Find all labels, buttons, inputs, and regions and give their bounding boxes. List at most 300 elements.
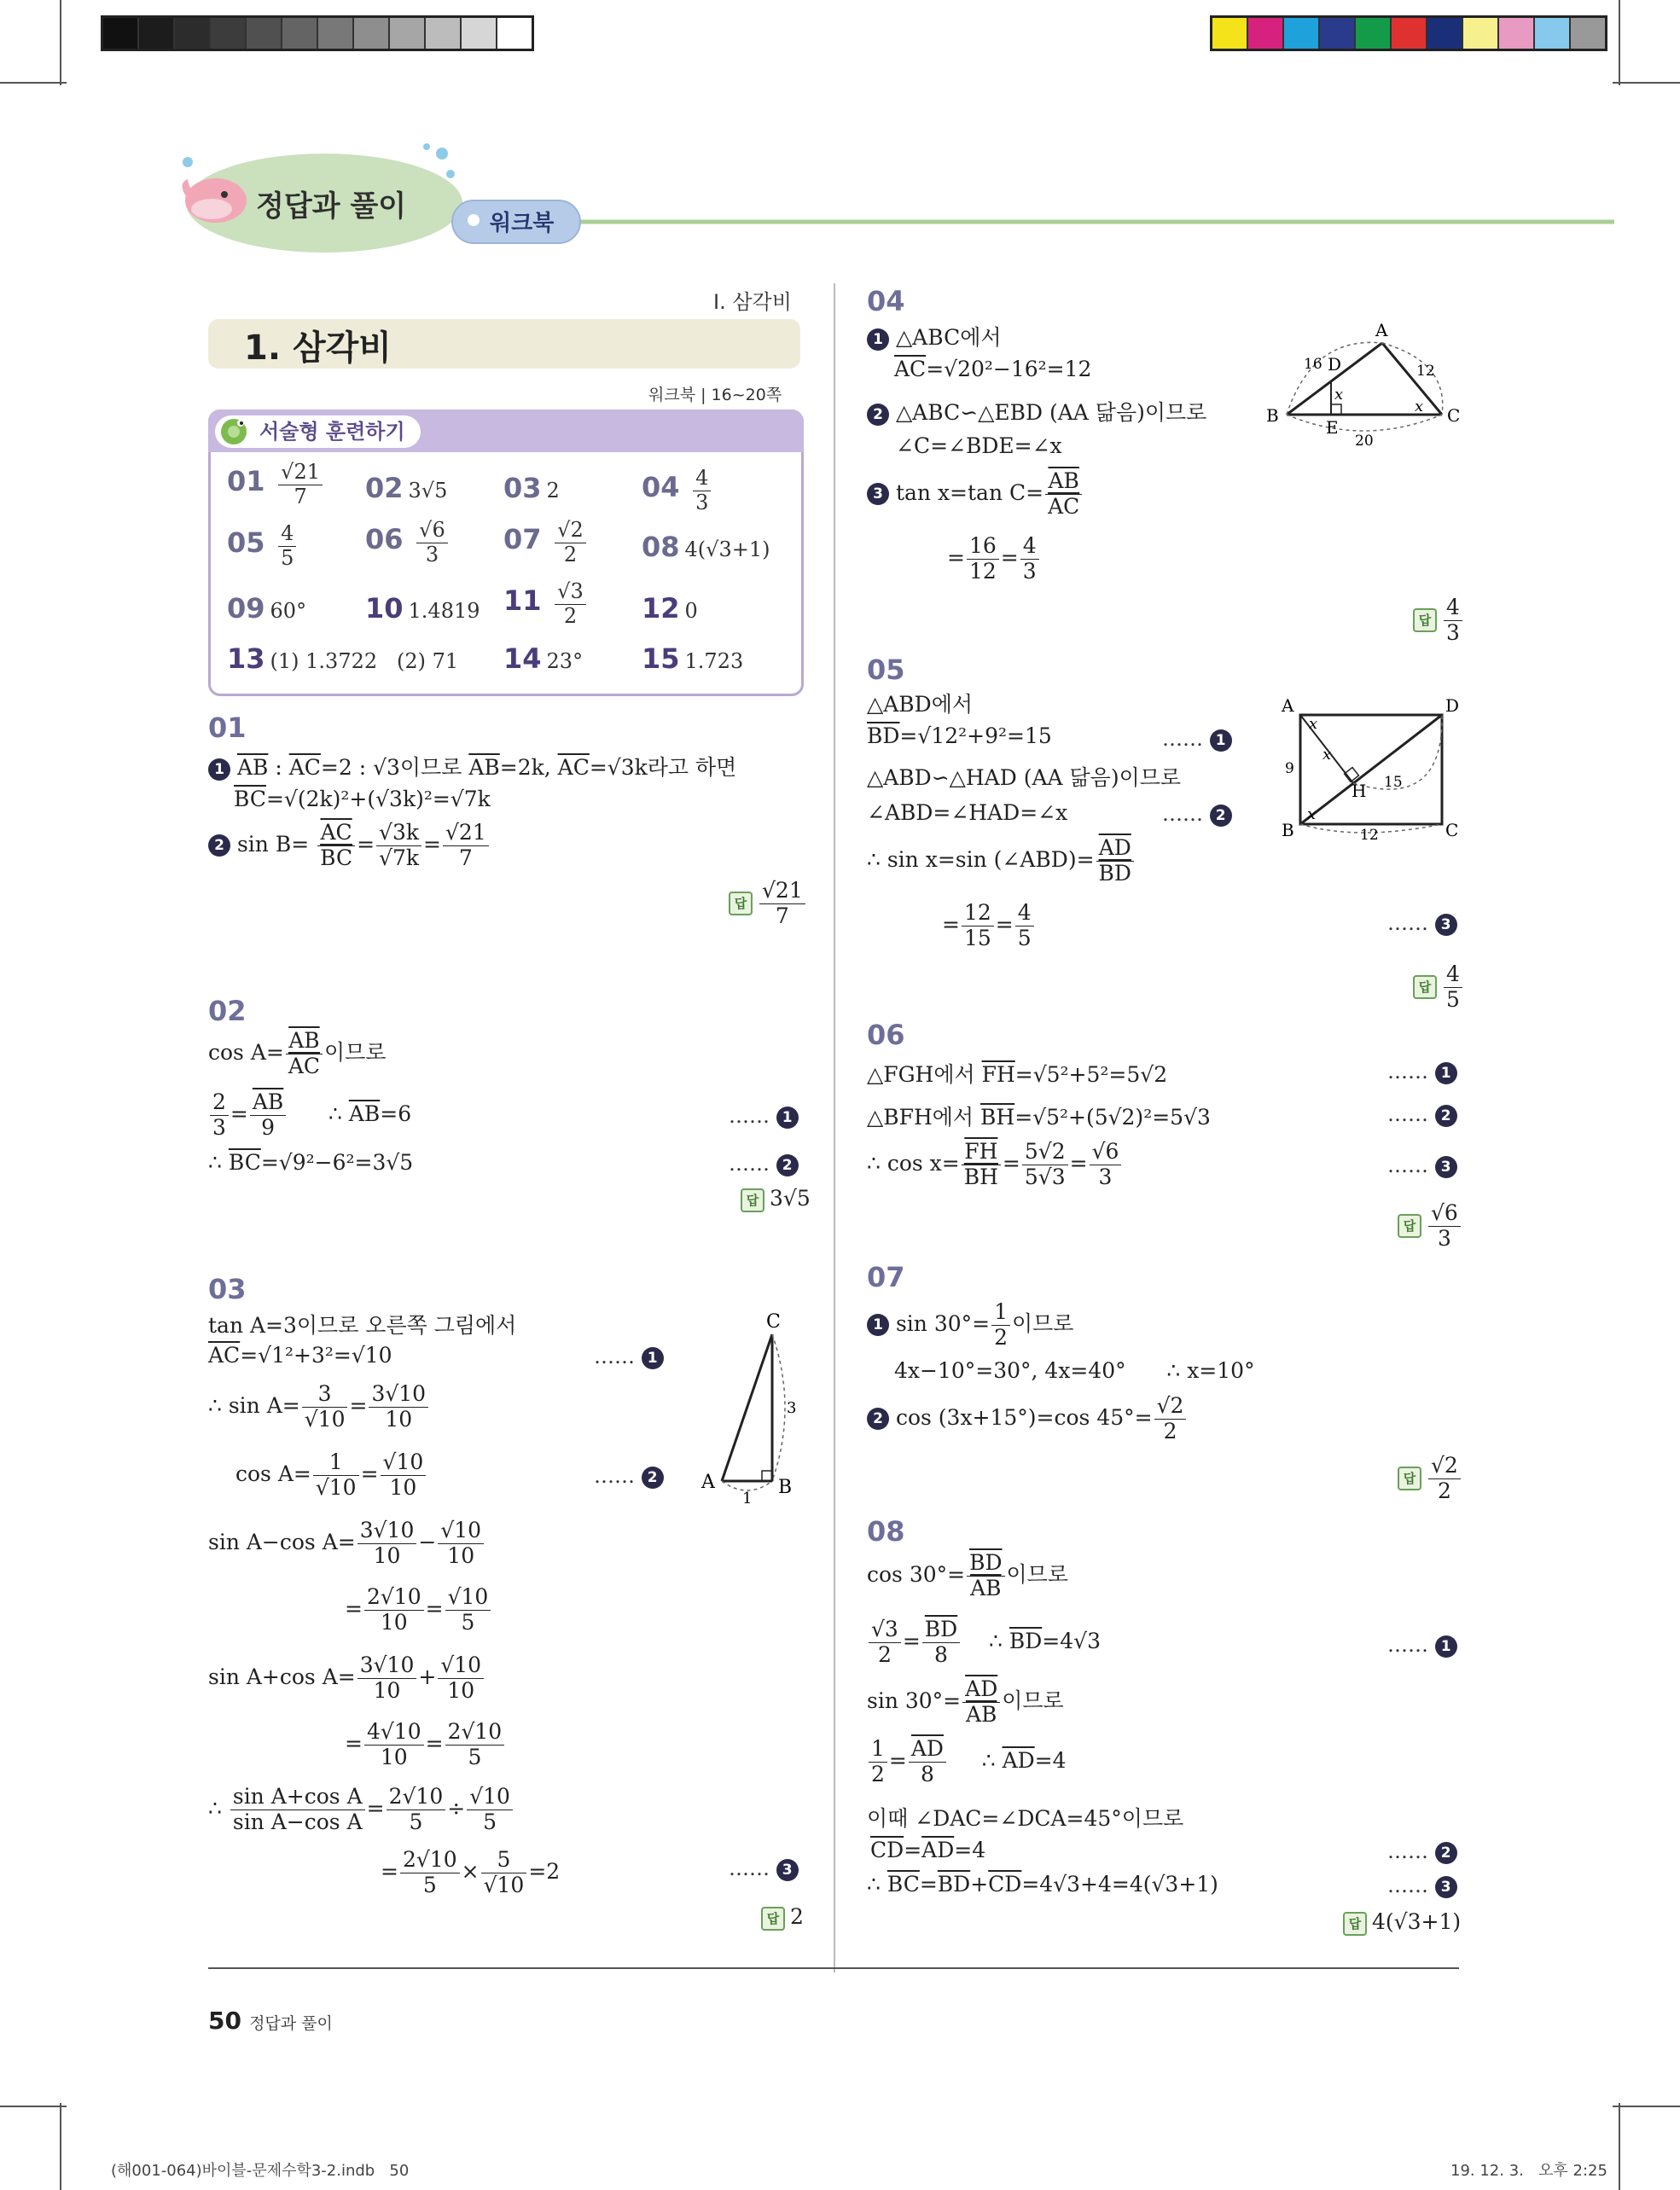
solution-line: ∴ sin A= $\frac{3}{√10}$ = $\frac{3√10}{10}$ — [208, 1382, 430, 1432]
step-marker-2: 2 — [867, 404, 889, 426]
final-answer — [761, 1904, 804, 1931]
text: − — [418, 1529, 437, 1554]
fraction-num: $\overline{AB}$ — [1045, 469, 1082, 495]
fraction-den: 10 — [373, 1677, 401, 1703]
crop-mark — [60, 2103, 61, 2190]
problem-number: 01 — [208, 712, 247, 744]
answer-icon: 답 — [1413, 608, 1437, 632]
fraction-num: $\overline{AD}$ — [962, 1677, 1000, 1703]
segment: $\overline{AB}$ — [236, 755, 269, 780]
text: =4 — [1034, 1747, 1067, 1773]
step-ref — [594, 1345, 664, 1369]
fraction-num: √21 — [443, 821, 489, 846]
label-C: C — [1447, 405, 1461, 426]
text: sin B= — [236, 831, 310, 857]
step-ref — [1387, 1153, 1457, 1178]
training-label: 서술형 훈련하기 — [215, 415, 421, 448]
solution-line — [867, 1300, 1073, 1351]
fraction-den: 3 — [1437, 1225, 1451, 1251]
fraction-den: 3 — [212, 1114, 226, 1140]
text: 이므로 — [1002, 1688, 1064, 1713]
fraction-den: 9 — [261, 1114, 276, 1140]
fraction-den: √7k — [379, 845, 420, 870]
label-B: B — [1266, 405, 1279, 426]
step-marker-2: 2 — [867, 1408, 889, 1430]
step-ref — [1162, 802, 1232, 827]
workbook-tab[interactable]: 워크북 — [490, 211, 555, 236]
step-ref — [1387, 1060, 1457, 1084]
dots: …… — [1162, 727, 1203, 751]
solution-line — [867, 1677, 1064, 1728]
dots: …… — [729, 1104, 770, 1128]
solution-line: ∠ABD=∠HAD=∠x — [867, 800, 1068, 825]
fraction-den: 10 — [380, 1744, 408, 1769]
solution-line: 4x−10°=30°, 4x=40° ∴ x=10° — [894, 1358, 1255, 1383]
label-x: x — [1307, 805, 1317, 823]
fraction-den: 10 — [447, 1677, 475, 1703]
solution-line — [867, 1551, 1068, 1601]
answer-icon: 답 — [1413, 975, 1437, 999]
segment: $\overline{AC}$ — [288, 755, 321, 780]
step-marker-1: 1 — [642, 1347, 664, 1369]
figure-rectangle-05 — [1273, 691, 1469, 845]
label-base-1: 1 — [742, 1490, 753, 1507]
text: sin 30°= — [867, 1688, 962, 1713]
text: ÷ — [447, 1795, 466, 1821]
answer-value: 23° — [546, 649, 584, 673]
text: =√1²+3²=√10 — [240, 1343, 392, 1368]
step-ref — [729, 1856, 799, 1881]
answer-value: 1.4819 — [408, 599, 480, 623]
fraction-num: √3k — [376, 821, 421, 846]
label-D: D — [1445, 695, 1460, 716]
text: =4√3 — [1042, 1628, 1101, 1653]
solution-line: $\frac{1}{2}$ = $\frac{\overline{AD}}{8}$ ∴ $\overline{AD}=4$ — [867, 1737, 1067, 1787]
label-B: B — [1282, 820, 1294, 840]
fraction-num: 4 — [1020, 534, 1039, 560]
fraction-den: 12 — [968, 558, 997, 584]
dots: …… — [1387, 1153, 1428, 1177]
text: cos 30°= — [867, 1561, 966, 1587]
text: = — [904, 1838, 922, 1862]
fraction-den: 5√3 — [1024, 1164, 1066, 1189]
fraction-den: BC — [320, 845, 353, 870]
fraction-num: 3 — [302, 1382, 348, 1408]
step-ref — [1387, 1873, 1457, 1898]
fraction-den: 10 — [380, 1609, 408, 1635]
fraction-num: √6 — [1428, 1201, 1461, 1227]
fraction-num: √10 — [467, 1785, 513, 1810]
solution-line: 2 sin B= $\frac{\overline{AC}}{BC}$ = $\frac{√3k}{√7k}$ = $\frac{√21}{7}$ — [208, 821, 491, 871]
fraction-den: 2 — [1437, 1478, 1451, 1503]
fraction-num: 3√10 — [358, 1519, 417, 1544]
fraction-den: √10 — [315, 1474, 357, 1500]
fraction-num: 5√2 — [1022, 1140, 1068, 1165]
step-marker-3: 3 — [1435, 1876, 1457, 1898]
step-marker-1: 1 — [1210, 729, 1232, 752]
solution-line: cos A= $\frac{1}{√10}$ = $\frac{√10}{10}$ — [235, 1450, 427, 1501]
answer-value: 3√5 — [770, 1186, 811, 1211]
quick-answer-15: 15 1.723 — [642, 642, 744, 675]
page-number — [208, 2007, 333, 2035]
step-marker-3: 3 — [1435, 914, 1457, 936]
step-ref — [729, 1104, 799, 1129]
final-answer — [1343, 1909, 1461, 1936]
fraction-den: 7 — [458, 845, 473, 870]
quick-answer-14: 14 23° — [503, 642, 584, 675]
fraction-num: 3√10 — [358, 1653, 417, 1679]
solution-line — [234, 787, 491, 811]
segment: $\overline{BC}$ — [234, 787, 266, 811]
fraction-den: 2 — [871, 1761, 885, 1786]
text: =6 — [380, 1101, 412, 1126]
text: =√(2k)²+(√3k)²=√7k — [265, 787, 491, 811]
step-marker-3: 3 — [1435, 1156, 1457, 1178]
solution-line: ∴ cos x= $\frac{\overline{FH}}{BH}$ = $\frac{5√2}{5√3}$ = $\frac{√6}{3}$ — [867, 1140, 1123, 1190]
dots: …… — [729, 1152, 770, 1176]
text: △BFH에서 — [867, 1105, 980, 1130]
step-marker-2: 2 — [776, 1154, 799, 1176]
text: =4√3+4=4(√3+1) — [1021, 1872, 1218, 1897]
fraction-den: 10 — [385, 1406, 413, 1432]
fraction-den: sin A−cos A — [232, 1809, 363, 1834]
fraction-num: √6 — [1090, 1140, 1122, 1165]
fraction-den: 10 — [373, 1542, 401, 1568]
fraction-num: √2 — [1154, 1394, 1187, 1420]
segment: $\overline{CD}$ — [870, 1838, 904, 1862]
dots: …… — [1387, 1102, 1428, 1126]
label-x: x — [1309, 715, 1318, 733]
dots: …… — [1387, 911, 1428, 935]
fraction-num: 2 — [210, 1090, 229, 1116]
figure-triangle-04 — [1261, 319, 1466, 447]
fraction-num: 4√10 — [364, 1720, 424, 1746]
crop-mark — [60, 0, 61, 85]
step-marker-1: 1 — [867, 1314, 889, 1336]
quick-answer-10: 10 1.4819 — [365, 592, 480, 624]
final-answer — [1413, 962, 1464, 1013]
fraction-num: √21 — [759, 879, 805, 904]
text: △ABC에서 — [895, 325, 1002, 350]
step-ref — [1387, 1102, 1457, 1127]
text: =√5²+(5√2)²=5√3 — [1014, 1105, 1211, 1130]
text: =√12²+9²=15 — [899, 723, 1052, 748]
answer-value: 0 — [684, 599, 698, 623]
text: ∴ cos x= — [867, 1150, 960, 1176]
fraction-den: 5 — [483, 1809, 497, 1834]
text: ∴ — [867, 1872, 887, 1897]
segment: $\overline{BD}$ — [1009, 1628, 1043, 1653]
solution-line — [867, 723, 1052, 748]
text: ∴ — [989, 1628, 1009, 1653]
fraction-den: 2 — [994, 1324, 1008, 1350]
label-A: A — [701, 1472, 715, 1493]
label-x: x — [1334, 386, 1344, 404]
fraction-num: √2 — [1428, 1454, 1461, 1479]
fraction-den: 2 — [1163, 1418, 1177, 1444]
solution-line: △ABD∽△HAD (AA 닮음)이므로 — [867, 765, 1182, 790]
text: sin A+cos A= — [208, 1664, 356, 1689]
text: 이므로 — [1012, 1310, 1074, 1336]
fraction-num: 2√10 — [364, 1585, 424, 1611]
fraction-den: 10 — [389, 1474, 417, 1500]
label-B: B — [778, 1477, 793, 1498]
fraction-num: $\overline{AC}$ — [317, 821, 355, 846]
text: ∴ sin x=sin (∠ABD)= — [867, 846, 1095, 872]
crop-mark — [1613, 2106, 1680, 2107]
step-marker-3: 3 — [776, 1859, 799, 1881]
segment: $\overline{AB}$ — [348, 1101, 381, 1126]
quick-answer-12: 12 0 — [642, 592, 698, 624]
solution-line — [208, 1653, 485, 1704]
answer-icon: 답 — [1398, 1214, 1421, 1238]
solution-line: = $\frac{2√10}{10}$ = $\frac{√10}{5}$ — [345, 1585, 492, 1635]
dots: …… — [594, 1345, 635, 1368]
quick-answer-03: 03 2 — [503, 472, 560, 504]
crop-mark — [0, 82, 67, 84]
step-marker-1: 1 — [1435, 1635, 1457, 1658]
dots: …… — [1162, 802, 1203, 826]
fraction-den: 5 — [1017, 925, 1032, 950]
text: ∴ — [981, 1747, 1003, 1773]
text: cos A= — [235, 1461, 311, 1486]
answer-value: 2 — [790, 1904, 804, 1929]
label-A: A — [1375, 320, 1388, 340]
fraction-num: $\overline{BD}$ — [967, 1551, 1004, 1577]
answer-value: 1.723 — [684, 649, 744, 673]
solution-line — [208, 1029, 386, 1079]
solution-line: = $\frac{4√10}{10}$ = $\frac{2√10}{5}$ — [345, 1720, 506, 1770]
problem-number: 06 — [867, 1019, 905, 1051]
fraction-num: 5 — [481, 1848, 527, 1873]
text: = — [919, 1872, 938, 1897]
segment: $\overline{AC}$ — [894, 357, 927, 381]
footer-rule — [208, 1967, 1459, 1969]
solution-line — [867, 1394, 1188, 1444]
label-x: x — [1322, 746, 1332, 764]
fraction-num: $\overline{AB}$ — [250, 1090, 286, 1116]
solution-line: = $\frac{12}{15}$ = $\frac{4}{5}$ — [942, 901, 1036, 951]
fraction-num: 4 — [1444, 962, 1462, 988]
fraction-num: 1 — [313, 1450, 359, 1476]
fraction-num: $\overline{AD}$ — [909, 1737, 946, 1763]
fraction-den: BD — [1098, 860, 1131, 886]
chameleon-icon — [215, 410, 254, 452]
segment: $\overline{CD}$ — [988, 1872, 1022, 1897]
text: ∴ — [208, 1795, 229, 1821]
solution-line: $\frac{2}{3}$ = $\frac{\overline{AB}}{9}$ ∴ $\overline{AB}=6$ — [208, 1090, 411, 1141]
fraction-num: $\overline{AD}$ — [1096, 836, 1134, 862]
fraction-num: 1 — [991, 1300, 1010, 1326]
dots: …… — [594, 1464, 635, 1488]
solution-line — [208, 1150, 413, 1175]
text: sin 30°= — [895, 1310, 991, 1336]
label-H: H — [1352, 781, 1367, 801]
solution-line — [208, 1343, 392, 1368]
step-ref — [1387, 1839, 1457, 1864]
fraction-num: √10 — [445, 1585, 491, 1611]
fraction-den: BH — [963, 1164, 998, 1189]
solution-line: = $\frac{2√10}{5}$ × $\frac{5}{√10}$ =2 — [381, 1847, 561, 1897]
final-answer — [1398, 1201, 1462, 1252]
step-ref — [594, 1464, 664, 1489]
answer-value: 4(√3+1) — [684, 537, 770, 561]
text: + — [970, 1872, 989, 1897]
fraction-num: $\overline{BD}$ — [922, 1618, 960, 1643]
label-12: 12 — [1416, 363, 1435, 380]
text: =√3k라고 하면 — [589, 755, 737, 780]
fraction-den: 5 — [1446, 986, 1460, 1012]
problem-number: 02 — [208, 995, 247, 1027]
section-label: Ⅰ. 삼각비 — [713, 290, 792, 314]
dots: …… — [1387, 1839, 1428, 1863]
fraction-den: 8 — [934, 1641, 948, 1667]
quick-answer-07: 07 $\frac{√2}{2}$ — [503, 519, 588, 566]
dots: …… — [729, 1856, 770, 1880]
step-marker-2: 2 — [642, 1467, 664, 1489]
page-reference: 워크북 | 16~20쪽 — [648, 386, 782, 404]
quick-answer-02: 02 3√5 — [365, 472, 448, 504]
segment: $\overline{BC}$ — [228, 1150, 261, 1175]
solution-line — [867, 836, 1136, 886]
gray-calibration-bar — [101, 15, 534, 51]
solution-line — [894, 357, 1091, 381]
step-ref — [1162, 727, 1232, 752]
text: =2 : √3이므로 — [320, 755, 469, 780]
page-number-value: 50 — [208, 2007, 241, 2035]
fraction-den: 5 — [468, 1744, 482, 1769]
fraction-den: AB — [970, 1575, 1002, 1600]
quick-answer-01: 01 $\frac{√21}{7}$ — [227, 461, 324, 508]
problem-number: 05 — [867, 654, 905, 686]
fraction-num: √10 — [438, 1653, 484, 1679]
segment: $\overline{AD}$ — [921, 1838, 955, 1862]
answer-value: 4(√3+1) — [1372, 1909, 1462, 1934]
label-12: 12 — [1360, 827, 1379, 844]
fraction-den: AC — [1048, 493, 1080, 519]
fraction-den: 3 — [1098, 1164, 1113, 1189]
step-ref — [729, 1152, 799, 1176]
fraction-den: 5 — [461, 1609, 475, 1635]
solution-line: ∠C=∠BDE=∠x — [896, 433, 1062, 458]
text: tan x=tan C= — [895, 479, 1044, 505]
step-ref — [1387, 1633, 1457, 1658]
answer-icon: 답 — [741, 1188, 764, 1212]
label-side-3: 3 — [787, 1399, 797, 1417]
text: ∴ — [208, 1150, 229, 1175]
segment: $\overline{BC}$ — [887, 1872, 920, 1897]
text: 이므로 — [1006, 1561, 1068, 1587]
fraction-den: 10 — [447, 1542, 475, 1568]
text: △ABC∽△EBD (AA 닮음)이므로 — [895, 400, 1207, 425]
answer-icon: 답 — [1398, 1467, 1421, 1490]
solution-line: tan A=3이므로 오른쪽 그림에서 — [208, 1313, 517, 1338]
solution-line — [867, 396, 1206, 427]
quick-answer-13: 13 (1) 1.3722 (2) 71 — [227, 642, 459, 675]
step-marker-2: 2 — [208, 834, 230, 857]
fraction-num: 4 — [1015, 901, 1034, 927]
color-calibration-bar — [1210, 15, 1607, 51]
label-9: 9 — [1285, 760, 1294, 777]
text: + — [418, 1664, 437, 1689]
problem-number: 08 — [867, 1515, 905, 1548]
fraction-den: 2 — [877, 1641, 892, 1667]
print-timestamp: 19. 12. 3. 오후 2:25 — [1450, 2162, 1607, 2180]
answer-icon: 답 — [1343, 1912, 1367, 1936]
segment: $\overline{AD}$ — [1002, 1747, 1035, 1773]
text: =√9²−6²=3√5 — [260, 1150, 414, 1175]
step-marker-1: 1 — [776, 1107, 799, 1129]
solution-line: $\frac{√3}{2}$ = $\frac{\overline{BD}}{8}$ ∴ $\overline{BD}=4√3$ — [867, 1618, 1101, 1668]
label-16: 16 — [1304, 356, 1322, 373]
text: =2k, — [499, 755, 558, 780]
whale-mascot-icon — [177, 162, 254, 230]
brand-title: 정답과 풀이 — [256, 189, 407, 224]
label-A: A — [1282, 695, 1294, 716]
step-ref — [1387, 911, 1457, 936]
fraction-num: √10 — [438, 1519, 484, 1544]
crop-mark — [1619, 2103, 1620, 2190]
text: sin A−cos A= — [208, 1529, 356, 1554]
page-footer-label: 정답과 풀이 — [249, 2014, 333, 2033]
solution-line — [867, 1872, 1218, 1897]
crop-mark — [0, 2106, 67, 2107]
fraction-den: 8 — [920, 1761, 934, 1786]
quick-answer-04: 04 $\frac{4}{3}$ — [642, 467, 712, 514]
fraction-num: 16 — [967, 534, 999, 560]
answer-icon: 답 — [761, 1907, 785, 1931]
final-answer — [741, 1186, 811, 1212]
fraction-num: 2√10 — [387, 1785, 446, 1810]
answer-icon: 답 — [729, 892, 753, 915]
segment: $\overline{BD}$ — [867, 723, 900, 748]
fraction-den: 5 — [422, 1872, 437, 1897]
label-D: D — [1328, 354, 1342, 375]
solution-line — [870, 1838, 985, 1862]
fraction-den: 3 — [1022, 558, 1037, 584]
text: △FGH에서 — [867, 1062, 982, 1087]
solution-line — [867, 469, 1084, 520]
quick-answer-08: 08 4(√3+1) — [642, 531, 770, 563]
final-answer — [1413, 595, 1464, 646]
text: cos (3x+15°)=cos 45°= — [895, 1404, 1153, 1430]
fraction-den: 5 — [409, 1809, 423, 1834]
step-marker-2: 2 — [1435, 1105, 1457, 1127]
quick-answer-06: 06 $\frac{√6}{3}$ — [365, 519, 450, 566]
fraction-den: √10 — [304, 1406, 346, 1432]
fraction-num: sin A+cos A — [230, 1785, 365, 1810]
fraction-den: AC — [288, 1053, 321, 1078]
fraction-num: 3√10 — [369, 1382, 428, 1408]
step-marker-1: 1 — [867, 328, 889, 351]
column-divider — [834, 283, 835, 1972]
answer-value: 3√5 — [408, 479, 448, 502]
fraction-num: 2√10 — [445, 1720, 505, 1746]
segment: $\overline{AC}$ — [557, 755, 590, 780]
label-x: x — [1415, 398, 1424, 415]
problem-number: 03 — [208, 1273, 247, 1305]
text: cos A= — [208, 1039, 284, 1065]
text: : — [268, 755, 289, 780]
text: × — [461, 1858, 480, 1884]
text: =√5²+5²=5√2 — [1014, 1062, 1168, 1087]
fraction-num: 2√10 — [400, 1848, 460, 1873]
fraction-num: $\overline{FH}$ — [962, 1140, 1001, 1165]
segment: $\overline{BD}$ — [937, 1872, 971, 1897]
solution-line — [867, 321, 1002, 351]
dots: …… — [1387, 1633, 1428, 1657]
print-file-info: (해001-064)바이블-문제수학3-2.indb 50 — [111, 2162, 410, 2180]
